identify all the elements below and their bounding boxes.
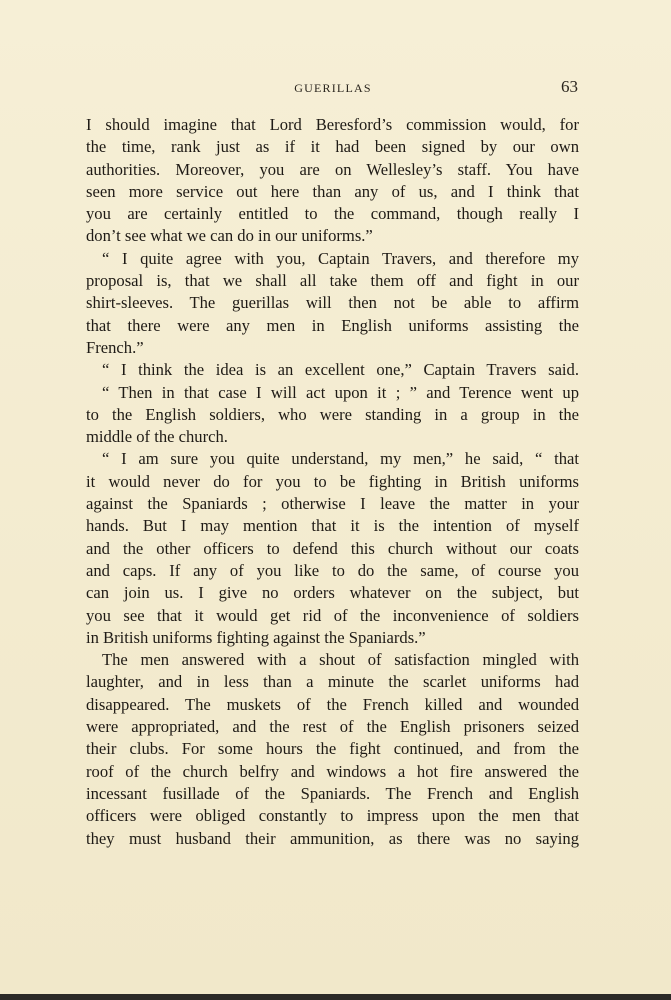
page-number: 63 (561, 77, 578, 96)
body-text (86, 114, 579, 850)
text-line: to the English soldiers, who were standing in a group in the (86, 404, 579, 424)
text-line: don’t see what we can do in our uniforms.” (86, 226, 373, 246)
text-line: “ I quite agree with you, Captain Travers, and therefore my (102, 248, 579, 268)
text-line: shirt-sleeves. The guerillas will then not be able to affirm (86, 293, 579, 313)
text-line: the time, rank just as if it had been signed by our own (86, 137, 579, 157)
text-line: “ I am sure you quite understand, my men,” he said, “ that (102, 449, 579, 469)
text-line: “ I think the idea is an excellent one,” Captain Travers said. (102, 360, 579, 380)
text-line: their clubs. For some hours the fight continued, and from the (86, 739, 579, 759)
text-line: can join us. I give no orders whatever on the subject, but (86, 583, 579, 603)
running-head (88, 77, 578, 100)
running-title: GUERILLAS (294, 81, 372, 95)
text-line: in British uniforms fighting against the Spaniards.” (86, 627, 426, 647)
text-line: officers were obliged constantly to impress upon the men that (86, 806, 579, 826)
text-line: roof of the church belfry and windows a hot fire answered the (86, 761, 579, 781)
text-line: against the Spaniards ; otherwise I leave the matter in your (86, 494, 579, 514)
text-line: French.” (86, 337, 144, 357)
text-line: “ Then in that case I will act upon it ; ” and Terence went up (102, 382, 579, 402)
text-line: middle of the church. (86, 427, 228, 447)
text-line: authorities. Moreover, you are on Wellesley’s staff. You have (86, 159, 579, 179)
text-line: and the other officers to defend this church without our coats (86, 538, 579, 558)
text-line: they must husband their ammunition, as there was no saying (86, 828, 579, 848)
text-line: seen more service out here than any of us, and I think that (86, 181, 579, 201)
text-line: laughter, and in less than a minute the scarlet uniforms had (86, 672, 579, 692)
text-line: I should imagine that Lord Beresford’s commission would, for (86, 115, 579, 134)
text-line: proposal is, that we shall all take them off and fight in our (86, 271, 579, 291)
text-line: The men answered with a shout of satisfaction mingled with (102, 650, 579, 670)
text-line: it would never do for you to be fighting in British uniforms (86, 471, 579, 491)
text-line: incessant fusillade of the Spaniards. The French and English (86, 783, 579, 803)
text-line: were appropriated, and the rest of the English prisoners seized (86, 717, 579, 737)
scan-edge (0, 994, 671, 1000)
text-line: and caps. If any of you like to do the same, of course you (86, 560, 579, 580)
text-line: hands. But I may mention that it is the intention of myself (86, 516, 579, 536)
text-line: that there were any men in English uniforms assisting the (86, 315, 579, 335)
text-line: you see that it would get rid of the inconvenience of soldiers (86, 605, 579, 625)
text-line: disappeared. The muskets of the French killed and wounded (86, 694, 579, 714)
text-line: you are certainly entitled to the command, though really I (86, 204, 579, 224)
